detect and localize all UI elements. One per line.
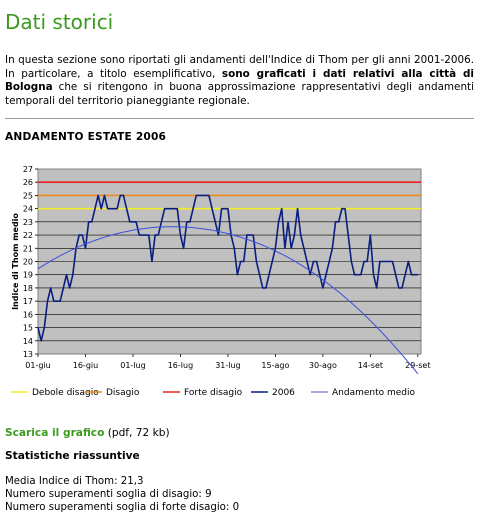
y-tick-label: 16 [22, 310, 33, 320]
legend-label: Debole disagio [32, 388, 99, 398]
y-tick-label: 21 [22, 244, 33, 254]
x-tick-label: 16-lug [167, 361, 194, 370]
x-tick-label: 29-set [405, 361, 431, 370]
download-chart-link[interactable]: Scarica il grafico [5, 427, 105, 439]
y-tick-label: 26 [22, 178, 33, 188]
stat-discomfort-count: Numero superamenti soglia di disagio: 9 [5, 489, 212, 500]
chart-container [5, 155, 475, 410]
y-tick-label: 25 [22, 191, 33, 201]
y-tick-label: 15 [22, 323, 33, 333]
stat-mean: Media Indice di Thom: 21,3 [5, 476, 144, 487]
y-tick-label: 14 [22, 336, 33, 346]
divider [5, 118, 474, 119]
y-axis-label: Indice di Thom medio [11, 213, 20, 310]
y-tick-label: 27 [22, 165, 33, 174]
y-tick-label: 17 [22, 297, 33, 307]
stats-title: Statistiche riassuntive [5, 450, 140, 462]
x-tick-label: 14-set [357, 361, 384, 370]
x-tick-label: 16-giu [72, 361, 99, 370]
intro-text-bold: sono graficati i dati relativi alla città di Bologna [5, 67, 474, 93]
y-tick-label: 20 [22, 257, 33, 267]
legend-label: Andamento medio [332, 388, 416, 398]
download-info: (pdf, 72 kb) [104, 427, 170, 439]
stats-list [5, 475, 239, 514]
x-tick-label: 01-lug [120, 361, 146, 370]
page-title: Dati storici [5, 10, 114, 34]
stat-strong-discomfort-count: Numero superamenti soglia di forte disagio: 0 [5, 502, 240, 513]
x-tick-label: 15-ago [261, 361, 290, 370]
x-tick-label: 31-lug [215, 361, 241, 370]
y-tick-label: 19 [22, 270, 33, 280]
legend-label: Disagio [106, 388, 140, 398]
intro-paragraph [5, 54, 474, 108]
y-tick-label: 23 [22, 217, 33, 227]
y-tick-label: 22 [22, 231, 33, 241]
intro-text-1: In questa sezione sono riportati gli andamenti dell'Indice di Thom per gli anni 2001-2006. In particolare, a titolo esemplificativo, [5, 54, 474, 80]
y-tick-label: 24 [22, 204, 33, 214]
legend-label: 2006 [272, 388, 295, 398]
section-title: ANDAMENTO ESTATE 2006 [5, 131, 167, 143]
thom-index-chart [5, 155, 475, 410]
y-tick-label: 13 [22, 350, 33, 359]
x-tick-label: 01-giu [25, 361, 51, 370]
x-tick-label: 30-ago [308, 361, 337, 370]
y-tick-label: 18 [22, 283, 33, 293]
intro-text-2: che si ritengono in buona approssimazione rappresentativi degli andamenti temporali del territorio pianeggiante regionale. [5, 81, 474, 107]
legend-label: Forte disagio [184, 388, 243, 398]
download-row [5, 427, 170, 439]
